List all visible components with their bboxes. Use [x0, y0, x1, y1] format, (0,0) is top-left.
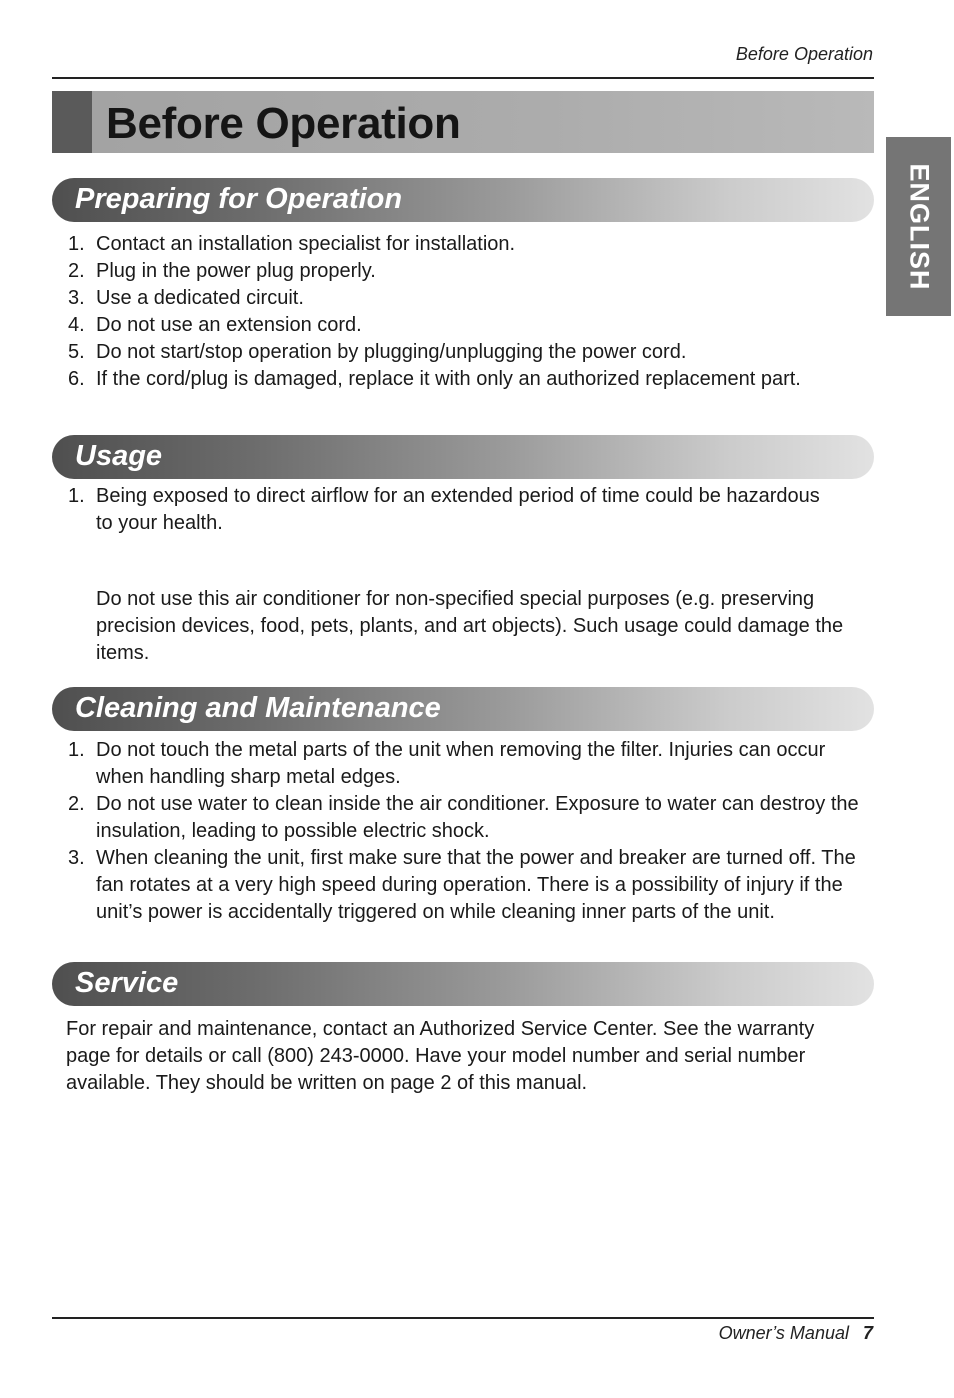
service-text: For repair and maintenance, contact an Authorized Service Center. See the warranty page for details or call (800) 243-0000. Have your model number and serial number available. They should be written on page 2 of this manual.	[66, 1018, 815, 1094]
footer-label: Owner’s Manual	[718, 1323, 849, 1343]
list-item: 1. Being exposed to direct airflow for an extended period of time could be hazardous to your health.	[68, 485, 820, 534]
section-heading-text: Cleaning and Maintenance	[75, 692, 441, 724]
list-item: 2. Plug in the power plug properly.	[68, 260, 376, 282]
section-heading-cleaning	[52, 687, 874, 731]
list-item: 2. Do not use water to clean inside the air conditioner. Exposure to water can destroy the insulation, leading to possible electric shock.	[68, 793, 859, 842]
list-item: 4. Do not use an extension cord.	[68, 314, 362, 336]
list-item: 3. When cleaning the unit, first make sure that the power and breaker are turned off. The fan rotates at a very high speed during operation. There is a possibility of injury if the unit’s power is accidentally triggered on while cleaning inner parts of the unit.	[68, 847, 856, 923]
footer	[719, 1323, 873, 1344]
title-accent-block	[52, 91, 92, 153]
list-item: 3. Use a dedicated circuit.	[68, 287, 304, 309]
usage-note: Do not use this air conditioner for non-specified special purposes (e.g. preserving precision devices, food, pets, plants, and art objects). Such usage could damage the items.	[96, 588, 844, 664]
list-item: 1. Do not touch the metal parts of the unit when removing the filter. Injuries can occur when handling sharp metal edges.	[68, 739, 826, 788]
list-item: 1. Contact an installation specialist for installation.	[68, 233, 516, 255]
page-title: Before Operation	[106, 99, 461, 148]
section-heading-usage	[52, 435, 874, 479]
language-tab-label: ENGLISH	[904, 162, 934, 291]
list-item: 6. If the cord/plug is damaged, replace it with only an authorized replacement part.	[68, 368, 801, 390]
cleaning-list	[68, 737, 874, 926]
bottom-rule	[52, 1317, 874, 1319]
section-heading-text: Usage	[75, 440, 163, 472]
top-rule	[52, 77, 874, 79]
preparing-list	[68, 231, 858, 393]
section-heading-text: Service	[75, 967, 179, 999]
page-title-bar	[52, 91, 874, 153]
page-number: 7	[862, 1323, 873, 1343]
list-item: 5. Do not start/stop operation by plugging/unplugging the power cord.	[68, 341, 687, 363]
section-heading-preparing	[52, 178, 874, 222]
section-heading-text: Preparing for Operation	[75, 183, 403, 215]
running-header: Before Operation	[735, 44, 873, 64]
section-heading-service	[52, 962, 874, 1006]
language-tab	[886, 137, 951, 316]
usage-list	[68, 483, 828, 537]
